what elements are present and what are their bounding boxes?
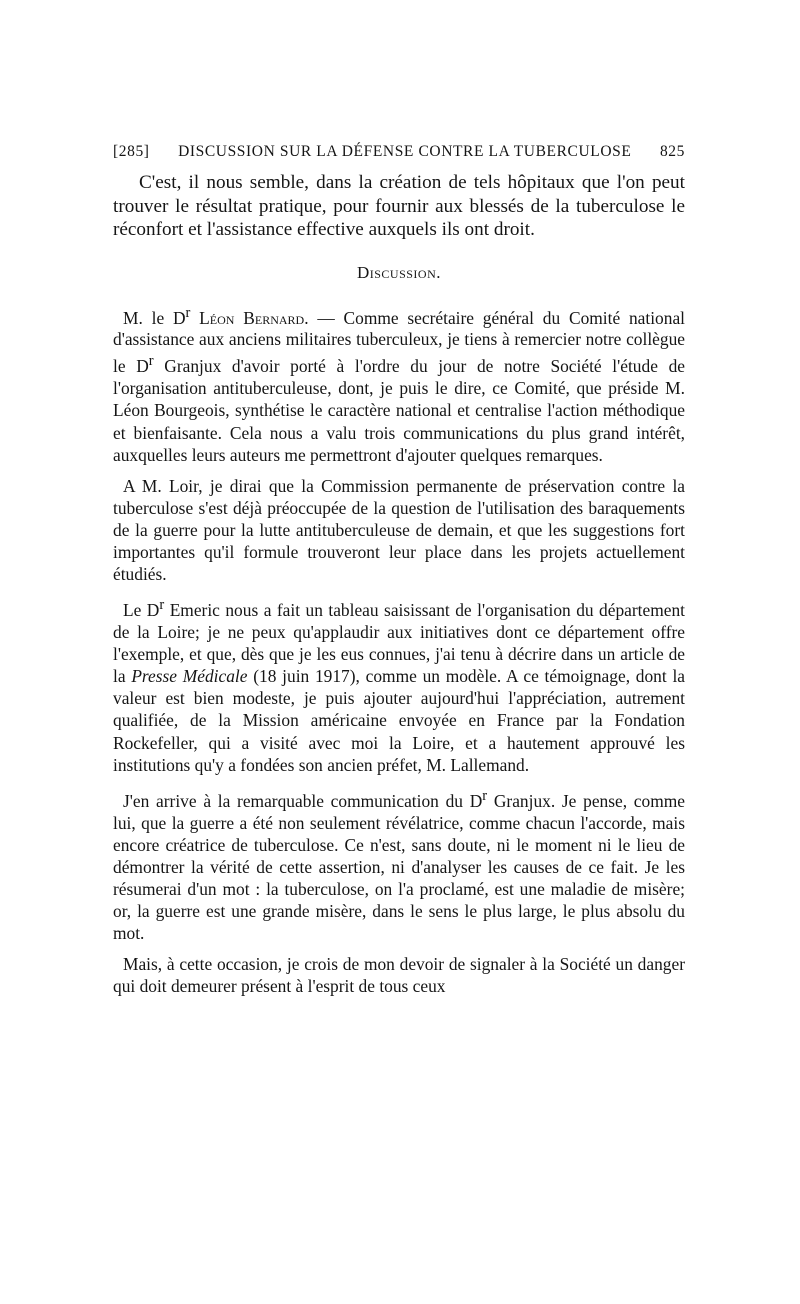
- paragraph-text: (18 juin 1917), comme un modèle. A ce témoignage, dont la valeur est bien modeste, je puis ajouter aujourd'hui l'appréciation, autrement qualifiée, de la Mission américaine envoyée en France par la Fondation Rockefeller, qui a visité avec moi la Loire, et a hautement approuvé les institutions qu'y a fondées son ancien préfet, M. Lallemand.: [113, 666, 685, 775]
- paragraph-text: Granjux d'avoir porté à l'ordre du jour de notre Société l'étude de l'organisation antituberculeuse, dont, je puis le dire, ce Comité, que préside M. Léon Bourgeois, synthétise le caractère national et centralise l'action méthodique et bienfaisante. Cela nous a valu trois communications du plus grand intérêt, auxquelles leurs auteurs me permettront d'ajouter quelques remarques.: [113, 356, 685, 465]
- paragraph-text: Emeric nous a fait un tableau saisissant de l'organisation du département de la Loire; je ne peux qu'applaudir aux initiatives dont ce département offre l'exemple, et que, dès que je les eus connues, j'ai tenu à décrire dans un article de la: [113, 600, 685, 687]
- paragraph-loir: A M. Loir, je dirai que la Commission permanente de préservation contre la tuberculose s'est déjà préoccupée de la question de l'utilisation des baraquements de la guerre pour la lutte antituberculeuse de demain, et que les suggestions fort importantes qu'il formule trouveront leur place dans les projets actuellement étudiés.: [113, 475, 685, 585]
- paragraph-granjux: [113, 785, 685, 944]
- superscript: r: [482, 787, 488, 804]
- speaker-name: Léon Bernard.: [190, 307, 309, 328]
- page: [113, 143, 685, 997]
- paragraph-text: Le D: [123, 600, 160, 621]
- section-heading: Discussion.: [356, 262, 442, 282]
- paragraph-text: — Comme secrétaire général du Comité national d'assistance aux anciens militaires tuberculeux, je tiens à remercier notre collègue le D: [113, 307, 685, 377]
- page-section-number: [285]: [113, 143, 150, 160]
- paragraph-text: Granjux. Je pense, comme lui, que la guerre a été non seulement révélatrice, comme chacun l'accorde, mais encore créatrice de tuberculose. Ce n'est, sans doute, ni le moment ni le lieu de démontrer la vérité de cette assertion, ni d'analyser les causes de ce fait. Je les résumerai d'un mot : la tuberculose, on l'a proclamé, est une maladie de misère; or, la guerre est une grande misère, dans le sens le plus large, le plus absolu du mot.: [113, 790, 685, 944]
- superscript: r: [148, 353, 154, 370]
- running-title: DISCUSSION SUR LA DÉFENSE CONTRE LA TUBERCULOSE: [178, 143, 632, 160]
- paragraph-emeric: [113, 594, 685, 776]
- page-number: 825: [659, 143, 685, 160]
- superscript: r: [159, 597, 165, 614]
- paragraph-text: J'en arrive à la remarquable communication du D: [123, 790, 483, 811]
- paragraph-danger: Mais, à cette occasion, je crois de mon devoir de signaler à la Société un danger qui doit demeurer présent à l'esprit de tous ceux: [113, 954, 685, 997]
- intro-paragraph: C'est, il nous semble, dans la création de tels hôpitaux que l'on peut trouver le résultat pratique, pour fournir aux blessés de la tuberculose le réconfort et l'assistance effective auxquels ils ont droit.: [113, 172, 685, 240]
- speaker-prefix: M. le D: [123, 307, 186, 328]
- running-header: [113, 143, 685, 161]
- paragraph-bernard: [113, 302, 685, 466]
- journal-title: Presse Médicale: [131, 666, 248, 687]
- superscript: r: [185, 304, 191, 321]
